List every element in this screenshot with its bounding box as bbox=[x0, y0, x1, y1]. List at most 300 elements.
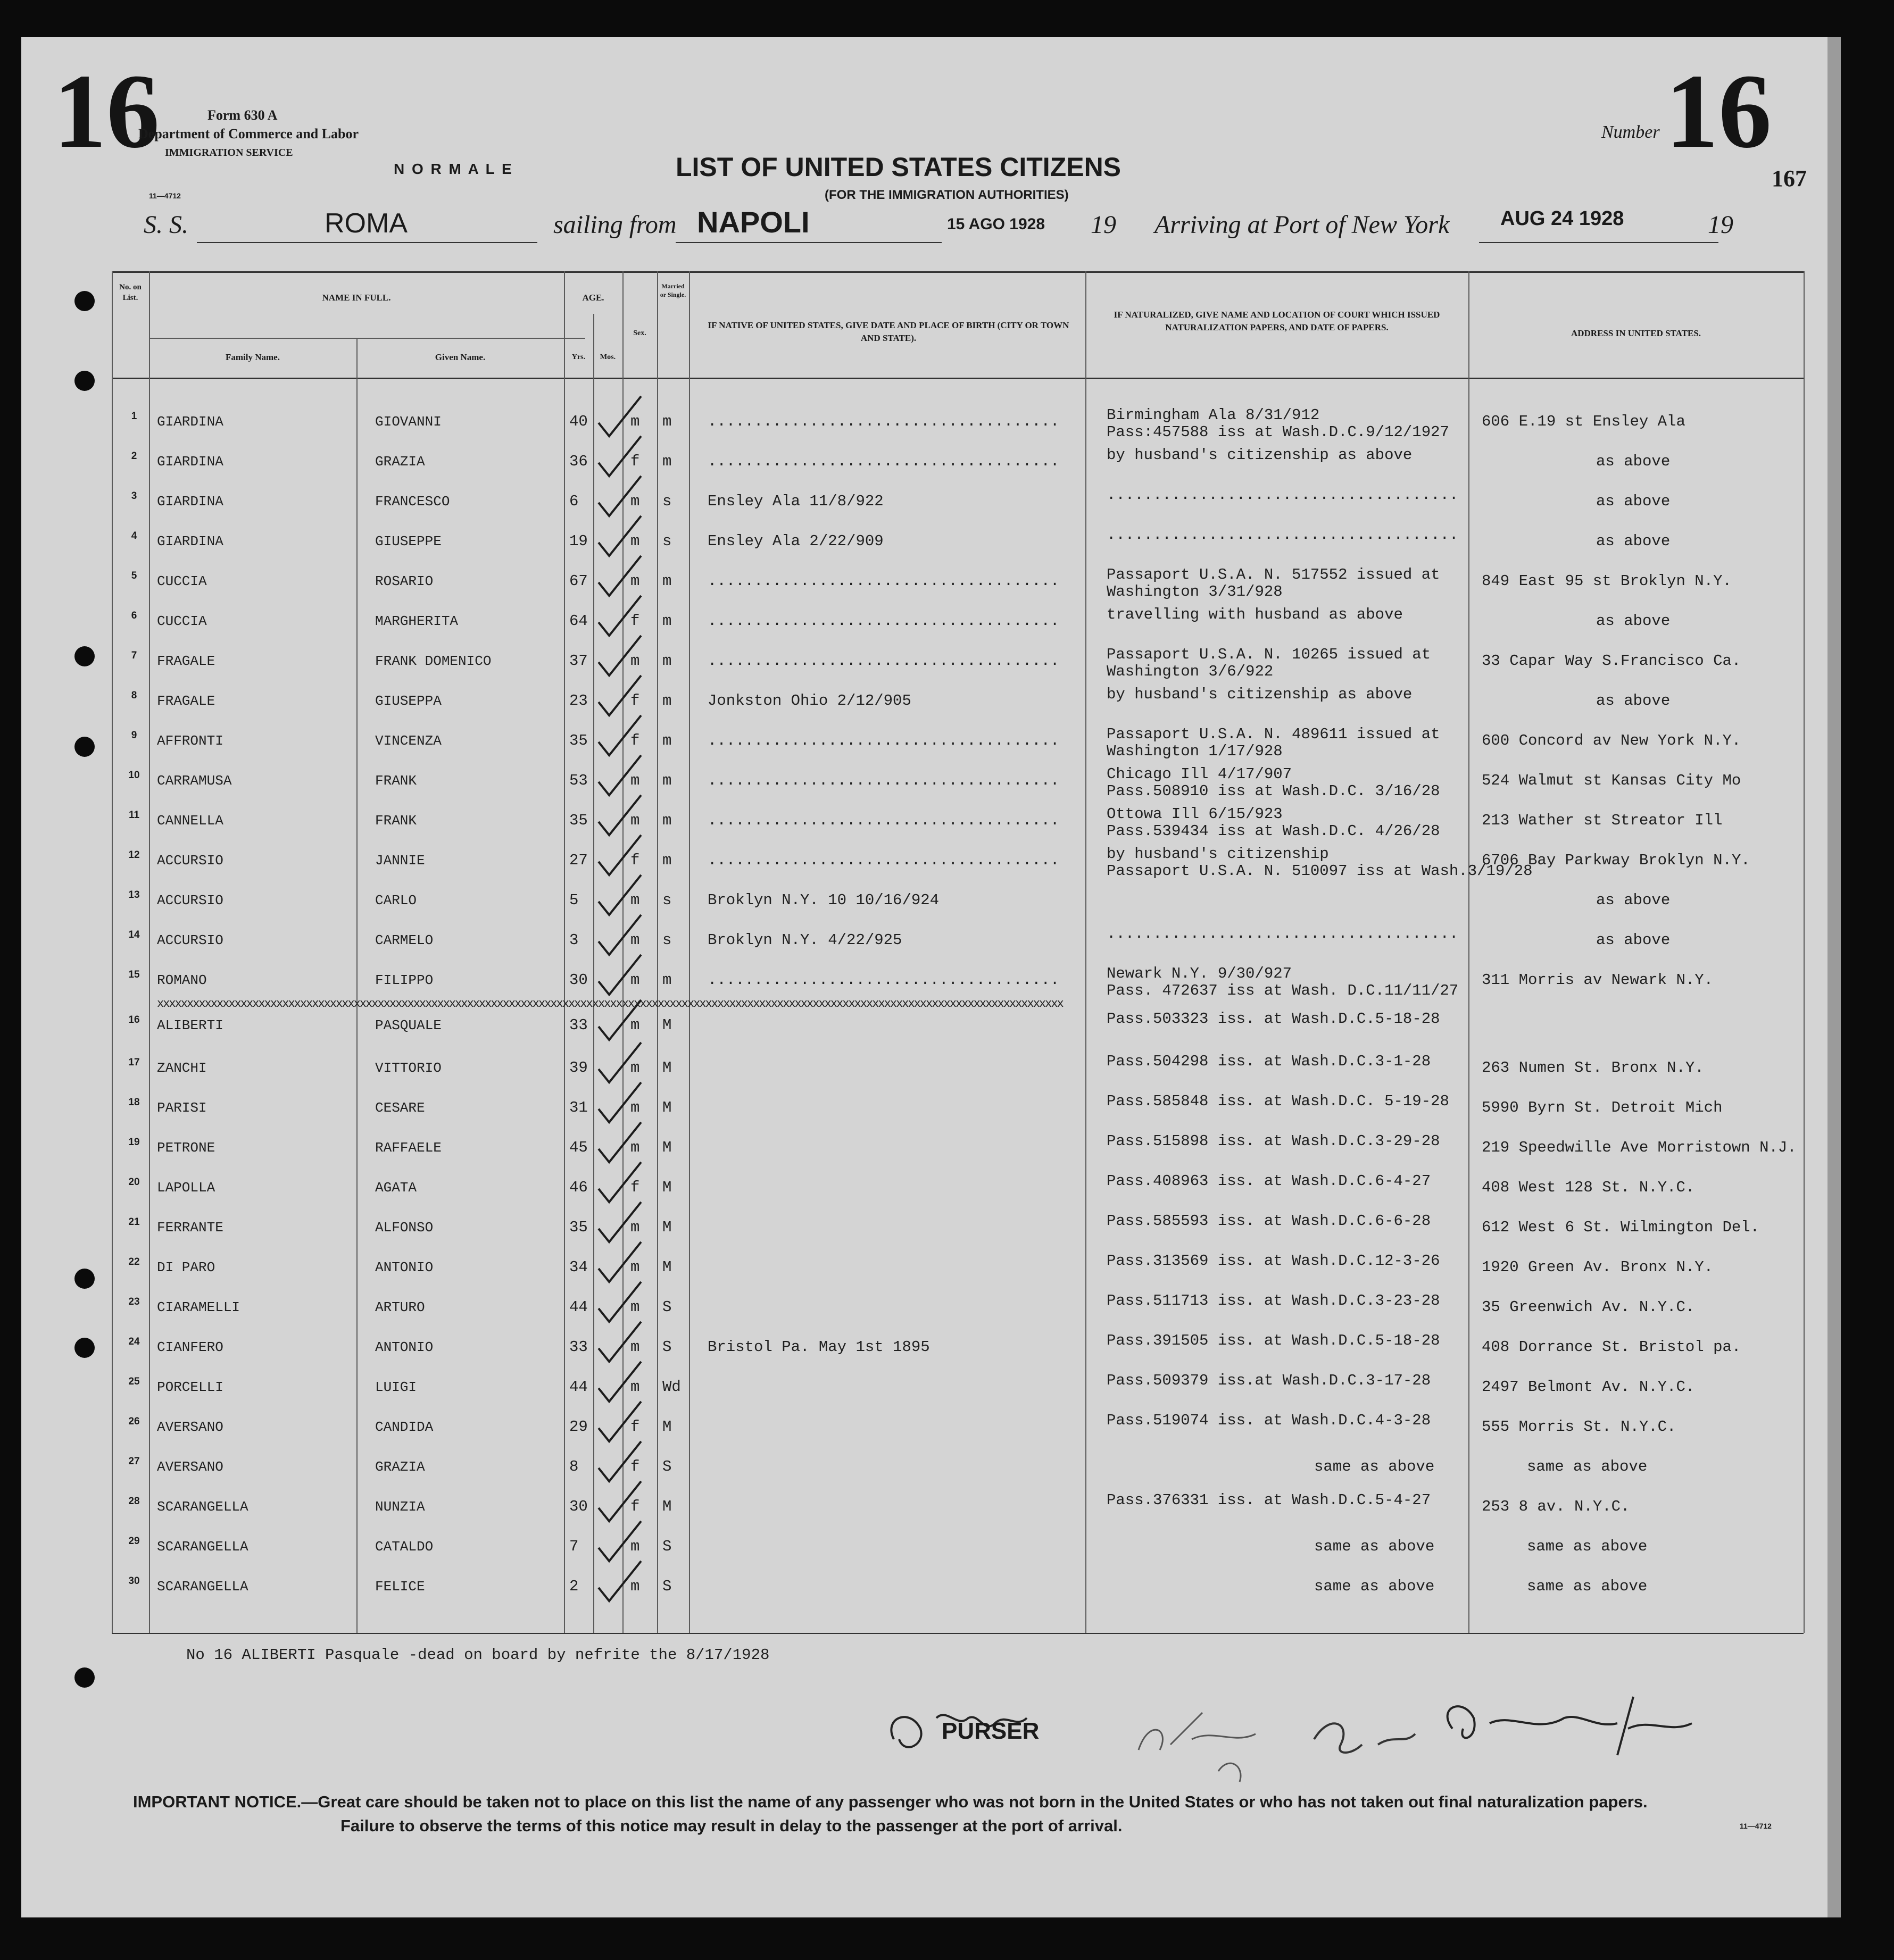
sex: m bbox=[630, 1016, 640, 1034]
birth-place: ...................................... bbox=[708, 852, 1060, 869]
purser-label: PURSER bbox=[942, 1718, 1040, 1744]
sailing-label: sailing from bbox=[553, 211, 677, 239]
family-name: AFFRONTI bbox=[157, 733, 223, 749]
important-notice-line1: IMPORTANT NOTICE.—Great care should be taken not to place on this list the name of any passenger who was not born in the United States or who has not taken out final naturalization papers. bbox=[133, 1792, 1648, 1811]
naturalization-line1: same as above bbox=[1314, 1458, 1435, 1475]
family-name: FRAGALE bbox=[157, 653, 215, 669]
arriving-label: Arriving at Port of New York bbox=[1154, 211, 1450, 239]
row-number: 29 bbox=[128, 1536, 140, 1547]
table-top-rule bbox=[112, 271, 1804, 273]
form-number: Form 630 A bbox=[207, 107, 278, 123]
naturalization-line1: Pass.504298 iss. at Wash.D.C.3-1-28 bbox=[1107, 1053, 1431, 1070]
address: 219 Speedwille Ave Morristown N.J. bbox=[1482, 1139, 1797, 1156]
age-years: 53 bbox=[569, 772, 588, 789]
age-years: 45 bbox=[569, 1139, 588, 1156]
age-years: 40 bbox=[569, 413, 588, 430]
birth-place: ...................................... bbox=[708, 732, 1060, 749]
page-edge bbox=[1827, 37, 1841, 1917]
sex: m bbox=[630, 1538, 640, 1555]
family-name: GIARDINA bbox=[157, 414, 223, 430]
row-number: 17 bbox=[128, 1057, 140, 1068]
col-header-name: NAME IN FULL. bbox=[322, 293, 391, 303]
address: 5990 Byrn St. Detroit Mich bbox=[1482, 1099, 1723, 1116]
sex: m bbox=[630, 1099, 640, 1116]
naturalization-line1: Pass.313569 iss. at Wash.D.C.12-3-26 bbox=[1107, 1252, 1440, 1270]
sex: m bbox=[630, 772, 640, 789]
given-name: GIOVANNI bbox=[375, 414, 442, 430]
col-rule bbox=[1085, 271, 1086, 1633]
given-name: ANTONIO bbox=[375, 1339, 434, 1355]
punch-hole bbox=[74, 291, 95, 311]
strike-through-row: xxxxxxxxxxxxxxxxxxxxxxxxxxxxxxxxxxxxxxxxxxxxxxxxxxxxxxxxxxxxxxxxxxxxxxxxxxxxxxxxxxxxxxxxxxxxxxxxxxxxxxxxxxxxxxxxxxxxxxxxxxxxxxxxxxxxxxxxxxxxxxxxxxxxxxxx bbox=[157, 997, 1063, 1011]
family-name: CANNELLA bbox=[157, 813, 223, 829]
naturalization-line1: by husband's citizenship as above bbox=[1107, 446, 1413, 464]
row-number: 15 bbox=[128, 969, 140, 980]
form-code-bottom: 11—4712 bbox=[1740, 1822, 1772, 1830]
age-years: 8 bbox=[569, 1458, 579, 1475]
col-header-married: Married or Single. bbox=[660, 282, 686, 298]
marital-status: S bbox=[662, 1538, 672, 1555]
marital-status: Wd bbox=[662, 1378, 681, 1396]
given-name: GIUSEPPA bbox=[375, 693, 442, 709]
punch-hole bbox=[74, 737, 95, 757]
birth-place: Broklyn N.Y. 4/22/925 bbox=[708, 931, 902, 949]
department-name: Department of Commerce and Labor bbox=[138, 126, 359, 141]
address: as above bbox=[1596, 532, 1671, 550]
marital-status: m bbox=[662, 971, 672, 989]
sex: m bbox=[630, 1258, 640, 1276]
given-name: ROSARIO bbox=[375, 573, 434, 589]
naturalization-line1: Pass.585593 iss. at Wash.D.C.6-6-28 bbox=[1107, 1212, 1431, 1230]
marital-status: S bbox=[662, 1338, 672, 1356]
given-name: FILIPPO bbox=[375, 972, 434, 988]
col-header-address: ADDRESS IN UNITED STATES. bbox=[1571, 328, 1701, 338]
family-name: ACCURSIO bbox=[157, 853, 223, 869]
address: 33 Capar Way S.Francisco Ca. bbox=[1482, 652, 1741, 670]
sex: m bbox=[630, 1578, 640, 1595]
address: 253 8 av. N.Y.C. bbox=[1482, 1498, 1630, 1515]
birth-place: ...................................... bbox=[708, 453, 1060, 470]
marital-status: S bbox=[662, 1578, 672, 1595]
col-header-given: Given Name. bbox=[435, 352, 486, 362]
marital-status: m bbox=[662, 812, 672, 829]
given-name: RAFFAELE bbox=[375, 1140, 442, 1156]
row-number: 26 bbox=[128, 1416, 140, 1427]
marital-status: M bbox=[662, 1498, 672, 1515]
row-number: 30 bbox=[128, 1575, 140, 1587]
birth-place: ...................................... bbox=[708, 812, 1060, 829]
sex: f bbox=[630, 1418, 640, 1436]
address: 606 E.19 st Ensley Ala bbox=[1482, 413, 1685, 430]
naturalization-line2: Pass:457588 iss at Wash.D.C.9/12/1927 bbox=[1107, 423, 1449, 441]
family-name: ACCURSIO bbox=[157, 932, 223, 948]
naturalization-line1: Newark N.Y. 9/30/927 bbox=[1107, 965, 1292, 982]
birth-place: ...................................... bbox=[708, 612, 1060, 630]
naturalization-line1: Passaport U.S.A. N. 10265 issued at bbox=[1107, 646, 1431, 663]
row-number: 9 bbox=[131, 730, 137, 741]
year-label-2: 19 bbox=[1708, 211, 1733, 239]
family-name: SCARANGELLA bbox=[157, 1579, 248, 1595]
age-years: 44 bbox=[569, 1378, 588, 1396]
family-name: AVERSANO bbox=[157, 1419, 223, 1435]
age-years: 30 bbox=[569, 1498, 588, 1515]
address: 612 West 6 St. Wilmington Del. bbox=[1482, 1219, 1760, 1236]
marital-status: S bbox=[662, 1458, 672, 1475]
given-name: ANTONIO bbox=[375, 1260, 434, 1275]
family-name: ZANCHI bbox=[157, 1060, 207, 1076]
family-name: GIARDINA bbox=[157, 454, 223, 470]
naturalization-line1: Pass.408963 iss. at Wash.D.C.6-4-27 bbox=[1107, 1172, 1431, 1190]
age-years: 67 bbox=[569, 572, 588, 590]
naturalization-line1: Passaport U.S.A. N. 489611 issued at bbox=[1107, 725, 1440, 743]
given-name: GIUSEPPE bbox=[375, 533, 442, 549]
sex: m bbox=[630, 1219, 640, 1236]
given-name: AGATA bbox=[375, 1180, 417, 1196]
marital-status: s bbox=[662, 493, 672, 510]
age-years: 5 bbox=[569, 891, 579, 909]
sex: m bbox=[630, 1338, 640, 1356]
sex: m bbox=[630, 1298, 640, 1316]
given-name: GRAZIA bbox=[375, 1459, 425, 1475]
marital-status: m bbox=[662, 692, 672, 710]
age-years: 33 bbox=[569, 1338, 588, 1356]
row-number: 25 bbox=[128, 1376, 140, 1387]
sex: m bbox=[630, 413, 640, 430]
ss-label: S. S. bbox=[144, 211, 188, 239]
sex: m bbox=[630, 572, 640, 590]
marital-status: M bbox=[662, 1258, 672, 1276]
birth-place: Bristol Pa. May 1st 1895 bbox=[708, 1338, 930, 1356]
marital-status: m bbox=[662, 612, 672, 630]
row-number: 1 bbox=[131, 411, 137, 422]
col-header-naturalized: IF NATURALIZED, GIVE NAME AND LOCATION OF COURT WHICH ISSUED NATURALIZATION PAPERS, AND DATE OF PAPERS. bbox=[1114, 310, 1440, 332]
marital-status: s bbox=[662, 532, 672, 550]
family-name: PARISI bbox=[157, 1100, 207, 1116]
row-number: 20 bbox=[128, 1177, 140, 1188]
naturalization-line1: Passaport U.S.A. N. 517552 issued at bbox=[1107, 566, 1440, 583]
underline bbox=[197, 242, 537, 243]
given-name: FRANK bbox=[375, 813, 417, 829]
age-years: 31 bbox=[569, 1099, 588, 1116]
address: as above bbox=[1596, 612, 1671, 630]
address: as above bbox=[1596, 931, 1671, 949]
row-number: 13 bbox=[128, 889, 140, 900]
ship-name: ROMA bbox=[325, 208, 408, 239]
row-number: 23 bbox=[128, 1296, 140, 1307]
address: 311 Morris av Newark N.Y. bbox=[1482, 971, 1714, 989]
address: as above bbox=[1596, 453, 1671, 470]
col-header-mos: Mos. bbox=[600, 353, 616, 361]
sex: f bbox=[630, 692, 640, 710]
age-years: 44 bbox=[569, 1298, 588, 1316]
sex: m bbox=[630, 1139, 640, 1156]
address: same as above bbox=[1527, 1458, 1648, 1475]
marital-status: s bbox=[662, 931, 672, 949]
col-header-sex: Sex. bbox=[633, 329, 646, 337]
family-name: FRAGALE bbox=[157, 693, 215, 709]
marital-status: M bbox=[662, 1179, 672, 1196]
naturalization-line1: Pass.511713 iss. at Wash.D.C.3-23-28 bbox=[1107, 1292, 1440, 1310]
naturalization-line1: Pass.503323 iss. at Wash.D.C.5-18-28 bbox=[1107, 1010, 1440, 1028]
address: 524 Walmut st Kansas City Mo bbox=[1482, 772, 1741, 789]
family-name: ROMANO bbox=[157, 972, 207, 988]
age-years: 46 bbox=[569, 1179, 588, 1196]
marital-status: S bbox=[662, 1298, 672, 1316]
row-number: 3 bbox=[131, 490, 137, 502]
check-mark-icon bbox=[596, 1558, 644, 1606]
marital-status: M bbox=[662, 1418, 672, 1436]
age-years: 6 bbox=[569, 493, 579, 510]
age-years: 7 bbox=[569, 1538, 579, 1555]
birth-place: ...................................... bbox=[708, 572, 1060, 590]
sex: f bbox=[630, 732, 640, 749]
sheet-number-right: 16 bbox=[1665, 53, 1772, 170]
age-years: 2 bbox=[569, 1578, 579, 1595]
sex: m bbox=[630, 1378, 640, 1396]
address: as above bbox=[1596, 493, 1671, 510]
punch-hole bbox=[74, 1269, 95, 1289]
given-name: CATALDO bbox=[375, 1539, 434, 1555]
age-years: 23 bbox=[569, 692, 588, 710]
family-name: CIANFERO bbox=[157, 1339, 223, 1355]
age-years: 35 bbox=[569, 732, 588, 749]
naturalization-line1: by husband's citizenship as above bbox=[1107, 686, 1413, 703]
departure-date-stamp: 15 AGO 1928 bbox=[947, 215, 1045, 233]
naturalization-line1: Ottowa Ill 6/15/923 bbox=[1107, 805, 1283, 823]
naturalization-line2: Washington 3/6/922 bbox=[1107, 663, 1274, 680]
row-number: 19 bbox=[128, 1137, 140, 1148]
naturalization-line1: Chicago Ill 4/17/907 bbox=[1107, 765, 1292, 783]
punch-hole bbox=[74, 1667, 95, 1688]
col-rule bbox=[593, 314, 594, 1633]
sex: f bbox=[630, 1179, 640, 1196]
age-years: 29 bbox=[569, 1418, 588, 1436]
naturalization-line1: Pass.515898 iss. at Wash.D.C.3-29-28 bbox=[1107, 1132, 1440, 1150]
form-code: 11—4712 bbox=[149, 191, 181, 200]
row-number: 14 bbox=[128, 929, 140, 940]
col-header-yrs: Yrs. bbox=[571, 353, 586, 361]
family-name: CUCCIA bbox=[157, 573, 207, 589]
row-number: 11 bbox=[128, 810, 140, 821]
family-name: CARRAMUSA bbox=[157, 773, 232, 789]
marital-status: m bbox=[662, 652, 672, 670]
row-number: 16 bbox=[128, 1014, 140, 1025]
underline bbox=[1479, 242, 1718, 243]
marital-status: M bbox=[662, 1099, 672, 1116]
row-number: 18 bbox=[128, 1097, 140, 1108]
naturalization-line1: ...................................... bbox=[1107, 526, 1459, 544]
marital-status: m bbox=[662, 732, 672, 749]
family-name: ALIBERTI bbox=[157, 1017, 223, 1033]
given-name: GRAZIA bbox=[375, 454, 425, 470]
row-number: 22 bbox=[128, 1256, 140, 1267]
age-years: 35 bbox=[569, 1219, 588, 1236]
sex: m bbox=[630, 812, 640, 829]
footnote: No 16 ALIBERTI Pasquale -dead on board by nefrite the 8/17/1928 bbox=[186, 1646, 770, 1664]
col-rule bbox=[149, 271, 150, 1633]
col-rule bbox=[112, 271, 113, 1633]
family-name: LAPOLLA bbox=[157, 1180, 215, 1196]
address: 555 Morris St. N.Y.C. bbox=[1482, 1418, 1676, 1436]
given-name: VINCENZA bbox=[375, 733, 442, 749]
birth-place: ...................................... bbox=[708, 971, 1060, 989]
naturalization-line2: Washington 3/31/928 bbox=[1107, 583, 1283, 600]
important-notice-line2: Failure to observe the terms of this notice may result in delay to the passenger at the port of arrival. bbox=[340, 1816, 1123, 1835]
naturalization-line1: same as above bbox=[1314, 1578, 1435, 1595]
naturalization-line2: Pass. 472637 iss at Wash. D.C.11/11/27 bbox=[1107, 982, 1459, 999]
family-name: PORCELLI bbox=[157, 1379, 223, 1395]
marital-status: M bbox=[662, 1219, 672, 1236]
age-years: 3 bbox=[569, 931, 579, 949]
address: as above bbox=[1596, 891, 1671, 909]
given-name: CESARE bbox=[375, 1100, 425, 1116]
family-name: SCARANGELLA bbox=[157, 1499, 248, 1515]
row-number: 10 bbox=[128, 770, 140, 781]
col-header-no: No. on List. bbox=[119, 283, 142, 302]
sex: m bbox=[630, 532, 640, 550]
given-name: CARLO bbox=[375, 893, 417, 908]
sex: m bbox=[630, 652, 640, 670]
sex: f bbox=[630, 1458, 640, 1475]
sex: m bbox=[630, 971, 640, 989]
given-name: CARMELO bbox=[375, 932, 434, 948]
row-number: 24 bbox=[128, 1336, 140, 1347]
col-header-age: AGE. bbox=[582, 293, 604, 303]
page-number: 167 bbox=[1772, 165, 1807, 191]
address: same as above bbox=[1527, 1538, 1648, 1555]
family-name: DI PARO bbox=[157, 1260, 215, 1275]
birth-place: Ensley Ala 11/8/922 bbox=[708, 493, 884, 510]
given-name: MARGHERITA bbox=[375, 613, 459, 629]
normale-label: N O R M A L E bbox=[394, 161, 513, 177]
underline bbox=[676, 242, 942, 243]
punch-hole bbox=[74, 371, 95, 391]
birth-place: ...................................... bbox=[708, 413, 1060, 430]
address: 1920 Green Av. Bronx N.Y. bbox=[1482, 1258, 1714, 1276]
year-label: 19 bbox=[1091, 211, 1116, 239]
address: 600 Concord av New York N.Y. bbox=[1482, 732, 1741, 749]
family-name: GIARDINA bbox=[157, 533, 223, 549]
row-number: 12 bbox=[128, 849, 140, 861]
sex: f bbox=[630, 612, 640, 630]
punch-hole bbox=[74, 646, 95, 666]
sex: f bbox=[630, 453, 640, 470]
given-name: LUIGI bbox=[375, 1379, 417, 1395]
age-years: 33 bbox=[569, 1016, 588, 1034]
marital-status: m bbox=[662, 772, 672, 789]
age-years: 37 bbox=[569, 652, 588, 670]
naturalization-line1: Pass.585848 iss. at Wash.D.C. 5-19-28 bbox=[1107, 1092, 1449, 1110]
age-years: 35 bbox=[569, 812, 588, 829]
age-years: 27 bbox=[569, 852, 588, 869]
given-name: FELICE bbox=[375, 1579, 425, 1595]
age-years: 34 bbox=[569, 1258, 588, 1276]
row-number: 6 bbox=[131, 610, 137, 621]
naturalization-line2: Pass.539434 iss at Wash.D.C. 4/26/28 bbox=[1107, 822, 1440, 840]
row-number: 2 bbox=[131, 451, 137, 462]
naturalization-line1: Pass.376331 iss. at Wash.D.C.5-4-27 bbox=[1107, 1491, 1431, 1509]
given-name: JANNIE bbox=[375, 853, 425, 869]
sex: m bbox=[630, 891, 640, 909]
naturalization-line1: ...................................... bbox=[1107, 925, 1459, 943]
naturalization-line1: Birmingham Ala 8/31/912 bbox=[1107, 406, 1320, 424]
address: 849 East 95 st Broklyn N.Y. bbox=[1482, 572, 1732, 590]
address: same as above bbox=[1527, 1578, 1648, 1595]
given-name: ALFONSO bbox=[375, 1220, 434, 1236]
sex: f bbox=[630, 852, 640, 869]
col-rule bbox=[689, 271, 690, 1633]
naturalization-line2: Pass.508910 iss at Wash.D.C. 3/16/28 bbox=[1107, 782, 1440, 800]
age-years: 36 bbox=[569, 453, 588, 470]
col-rule bbox=[564, 271, 565, 1633]
birth-place: Broklyn N.Y. 10 10/16/924 bbox=[708, 891, 940, 909]
marital-status: m bbox=[662, 572, 672, 590]
table-bottom-rule bbox=[112, 1633, 1804, 1634]
manifest-sheet bbox=[21, 37, 1841, 1917]
marital-status: m bbox=[662, 453, 672, 470]
birth-place: ...................................... bbox=[708, 652, 1060, 670]
col-rule bbox=[356, 338, 358, 1633]
naturalization-line1: by husband's citizenship bbox=[1107, 845, 1329, 863]
departure-port: NAPOLI bbox=[697, 205, 810, 239]
row-number: 4 bbox=[131, 530, 137, 541]
naturalization-line1: travelling with husband as above bbox=[1107, 606, 1403, 623]
naturalization-line1: same as above bbox=[1314, 1538, 1435, 1555]
sex: m bbox=[630, 931, 640, 949]
sex: m bbox=[630, 493, 640, 510]
family-name: SCARANGELLA bbox=[157, 1539, 248, 1555]
family-name: GIARDINA bbox=[157, 494, 223, 510]
check-mark-icon bbox=[596, 952, 644, 1000]
given-name: FRANK DOMENICO bbox=[375, 653, 492, 669]
sheet-number-left: 16 bbox=[53, 53, 160, 170]
given-name: NUNZIA bbox=[375, 1499, 425, 1515]
naturalization-line1: Pass.391505 iss. at Wash.D.C.5-18-28 bbox=[1107, 1332, 1440, 1349]
marital-status: s bbox=[662, 891, 672, 909]
col-header-native: IF NATIVE OF UNITED STATES, GIVE DATE AND PLACE OF BIRTH (CITY OR TOWN AND STATE). bbox=[708, 320, 1069, 343]
row-number: 27 bbox=[128, 1456, 140, 1467]
marital-status: M bbox=[662, 1139, 672, 1156]
naturalization-line1: Pass.509379 iss.at Wash.D.C.3-17-28 bbox=[1107, 1372, 1431, 1389]
naturalization-line1: Pass.519074 iss. at Wash.D.C.4-3-28 bbox=[1107, 1412, 1431, 1429]
row-number: 28 bbox=[128, 1496, 140, 1507]
birth-place: Jonkston Ohio 2/12/905 bbox=[708, 692, 911, 710]
address: 6706 Bay Parkway Broklyn N.Y. bbox=[1482, 852, 1750, 869]
given-name: ARTURO bbox=[375, 1299, 425, 1315]
col-rule bbox=[657, 271, 658, 1633]
col-rule bbox=[1468, 271, 1469, 1633]
address: 213 Wather st Streator Ill bbox=[1482, 812, 1723, 829]
sex: m bbox=[630, 1059, 640, 1077]
given-name: VITTORIO bbox=[375, 1060, 442, 1076]
col-rule bbox=[1804, 271, 1805, 1633]
col-header-family: Family Name. bbox=[226, 352, 280, 362]
age-years: 30 bbox=[569, 971, 588, 989]
marital-status: M bbox=[662, 1059, 672, 1077]
marital-status: m bbox=[662, 852, 672, 869]
birth-place: Ensley Ala 2/22/909 bbox=[708, 532, 884, 550]
naturalization-line1: ...................................... bbox=[1107, 486, 1459, 504]
naturalization-line2: Passaport U.S.A. N. 510097 iss at Wash.3/19/28 bbox=[1107, 862, 1533, 880]
table-header-rule bbox=[112, 378, 1804, 379]
address: as above bbox=[1596, 692, 1671, 710]
arrival-date-stamp: AUG 24 1928 bbox=[1500, 207, 1624, 230]
row-number: 7 bbox=[131, 650, 137, 661]
family-name: FERRANTE bbox=[157, 1220, 223, 1236]
marital-status: M bbox=[662, 1016, 672, 1034]
age-years: 39 bbox=[569, 1059, 588, 1077]
naturalization-line2: Washington 1/17/928 bbox=[1107, 743, 1283, 760]
